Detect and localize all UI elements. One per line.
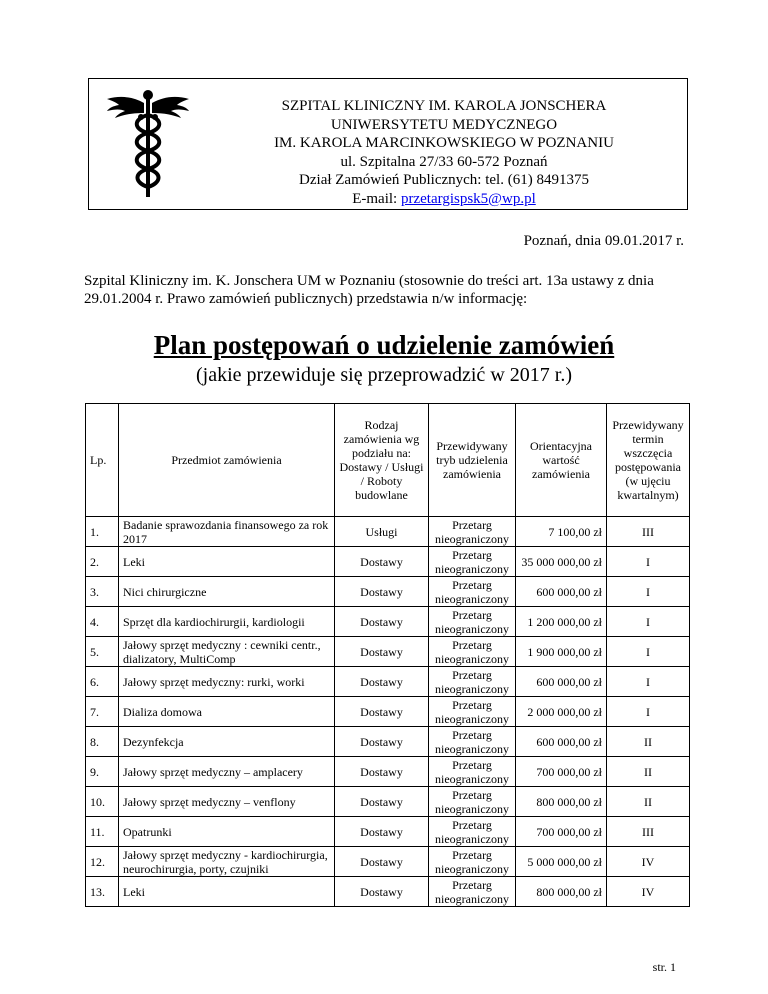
email-line — [209, 190, 679, 209]
cell-item: Jałowy sprzęt medyczny : cewniki centr., dializatory, MultiComp — [119, 637, 335, 667]
cell-lp: 3. — [86, 577, 119, 607]
table-row — [86, 697, 690, 727]
cell-lp: 2. — [86, 547, 119, 577]
cell-value: 700 000,00 zł — [516, 817, 607, 847]
street-address: ul. Szpitalna 27/33 60-572 Poznań — [340, 153, 548, 170]
cell-type: Dostawy — [335, 787, 429, 817]
header-term: Przewidywany termin wszczęcia postępowania (w ujęciu kwartalnym) — [607, 404, 690, 517]
cell-lp: 10. — [86, 787, 119, 817]
header-type: Rodzaj zamówienia wg podziału na: Dostawy / Usługi / Roboty budowlane — [335, 404, 429, 517]
cell-type: Dostawy — [335, 607, 429, 637]
header-lp: Lp. — [86, 404, 119, 517]
cell-term: II — [607, 727, 690, 757]
cell-value: 600 000,00 zł — [516, 667, 607, 697]
header-item: Przedmiot zamówienia — [119, 404, 335, 517]
cell-value: 7 100,00 zł — [516, 517, 607, 547]
cell-item: Dializa domowa — [119, 697, 335, 727]
university-line: UNIWERSYTETU MEDYCZNEGO — [330, 116, 558, 133]
cell-value: 800 000,00 zł — [516, 787, 607, 817]
cell-lp: 11. — [86, 817, 119, 847]
cell-item: Jałowy sprzęt medyczny – venflony — [119, 787, 335, 817]
cell-item: Jałowy sprzęt medyczny - kardiochirurgia, neurochirurgia, porty, czujniki — [119, 847, 335, 877]
cell-type: Dostawy — [335, 727, 429, 757]
page-number: str. 1 — [652, 960, 676, 974]
cell-term: II — [607, 757, 690, 787]
intro-paragraph: Szpital Kliniczny im. K. Jonschera UM w Poznaniu (stosownie do treści art. 13a ustawy z dnia 29.01.2004 r. Prawo zamówień publicznych) przedstawia n/w informację: — [84, 273, 654, 307]
cell-term: IV — [607, 877, 690, 907]
patron-line: IM. KAROLA MARCINKOWSKIEGO W POZNANIU — [274, 135, 614, 151]
page-title: Plan postępowań o udzielenie zamówień — [153, 330, 615, 360]
cell-mode: Przetarg nieograniczony — [429, 607, 516, 637]
cell-item: Nici chirurgiczne — [119, 577, 335, 607]
hospital-name-line: SZPITAL KLINICZNY IM. KAROLA JONSCHERA — [281, 98, 607, 114]
cell-value: 1 900 000,00 zł — [516, 637, 607, 667]
cell-value: 35 000 000,00 zł — [516, 547, 607, 577]
cell-value: 700 000,00 zł — [516, 757, 607, 787]
cell-type: Usługi — [335, 517, 429, 547]
header-value: Orientacyjna wartość zamówienia — [516, 404, 607, 517]
department-phone: Dział Zamówień Publicznych: tel. (61) 8491375 — [299, 172, 589, 188]
procurement-plan-table — [85, 403, 690, 907]
header-mode: Przewidywany tryb udzielenia zamówienia — [429, 404, 516, 517]
cell-mode: Przetarg nieograniczony — [429, 637, 516, 667]
cell-type: Dostawy — [335, 577, 429, 607]
cell-mode: Przetarg nieograniczony — [429, 757, 516, 787]
cell-lp: 6. — [86, 667, 119, 697]
cell-value: 5 000 000,00 zł — [516, 847, 607, 877]
caduceus-logo-icon — [103, 89, 193, 201]
cell-term: IV — [607, 847, 690, 877]
cell-mode: Przetarg nieograniczony — [429, 847, 516, 877]
table-row — [86, 667, 690, 697]
cell-item: Leki — [119, 877, 335, 907]
table-row — [86, 727, 690, 757]
cell-mode: Przetarg nieograniczony — [429, 877, 516, 907]
cell-item: Opatrunki — [119, 817, 335, 847]
cell-type: Dostawy — [335, 637, 429, 667]
hospital-address-block — [209, 97, 679, 208]
cell-type: Dostawy — [335, 817, 429, 847]
cell-value: 1 200 000,00 zł — [516, 607, 607, 637]
cell-item: Dezynfekcja — [119, 727, 335, 757]
cell-item: Leki — [119, 547, 335, 577]
email-label: E-mail: — [352, 190, 401, 207]
cell-term: I — [607, 637, 690, 667]
table-row — [86, 547, 690, 577]
cell-mode: Przetarg nieograniczony — [429, 667, 516, 697]
cell-term: I — [607, 607, 690, 637]
cell-lp: 12. — [86, 847, 119, 877]
cell-lp: 13. — [86, 877, 119, 907]
cell-type: Dostawy — [335, 847, 429, 877]
table-row — [86, 757, 690, 787]
table-row — [86, 577, 690, 607]
cell-mode: Przetarg nieograniczony — [429, 517, 516, 547]
cell-mode: Przetarg nieograniczony — [429, 727, 516, 757]
table-row — [86, 637, 690, 667]
table-row — [86, 877, 690, 907]
cell-type: Dostawy — [335, 757, 429, 787]
table-row — [86, 847, 690, 877]
cell-value: 600 000,00 zł — [516, 727, 607, 757]
cell-value: 800 000,00 zł — [516, 877, 607, 907]
table-header-row — [86, 404, 690, 517]
cell-type: Dostawy — [335, 667, 429, 697]
cell-lp: 7. — [86, 697, 119, 727]
cell-item: Sprzęt dla kardiochirurgii, kardiologii — [119, 607, 335, 637]
cell-item: Badanie sprawozdania finansowego za rok 2017 — [119, 517, 335, 547]
cell-mode: Przetarg nieograniczony — [429, 577, 516, 607]
hospital-header-box — [88, 78, 688, 210]
cell-type: Dostawy — [335, 697, 429, 727]
cell-lp: 4. — [86, 607, 119, 637]
cell-item: Jałowy sprzęt medyczny: rurki, worki — [119, 667, 335, 697]
table-row — [86, 787, 690, 817]
table-row — [86, 517, 690, 547]
cell-term: II — [607, 787, 690, 817]
cell-mode: Przetarg nieograniczony — [429, 787, 516, 817]
email-link[interactable]: przetargispsk5@wp.pl — [400, 190, 536, 207]
cell-mode: Przetarg nieograniczony — [429, 817, 516, 847]
cell-term: I — [607, 667, 690, 697]
cell-value: 2 000 000,00 zł — [516, 697, 607, 727]
table-body — [86, 517, 690, 907]
cell-mode: Przetarg nieograniczony — [429, 547, 516, 577]
document-date: Poznań, dnia 09.01.2017 r. — [523, 233, 684, 249]
cell-term: I — [607, 577, 690, 607]
cell-item: Jałowy sprzęt medyczny – amplacery — [119, 757, 335, 787]
cell-lp: 9. — [86, 757, 119, 787]
table-row — [86, 817, 690, 847]
cell-lp: 5. — [86, 637, 119, 667]
page-subtitle: (jakie przewiduje się przeprowadzić w 2017 r.) — [196, 364, 572, 386]
table-row — [86, 607, 690, 637]
cell-term: I — [607, 547, 690, 577]
cell-term: III — [607, 517, 690, 547]
cell-term: III — [607, 817, 690, 847]
cell-lp: 1. — [86, 517, 119, 547]
cell-type: Dostawy — [335, 877, 429, 907]
cell-type: Dostawy — [335, 547, 429, 577]
cell-lp: 8. — [86, 727, 119, 757]
cell-term: I — [607, 697, 690, 727]
cell-value: 600 000,00 zł — [516, 577, 607, 607]
cell-mode: Przetarg nieograniczony — [429, 697, 516, 727]
